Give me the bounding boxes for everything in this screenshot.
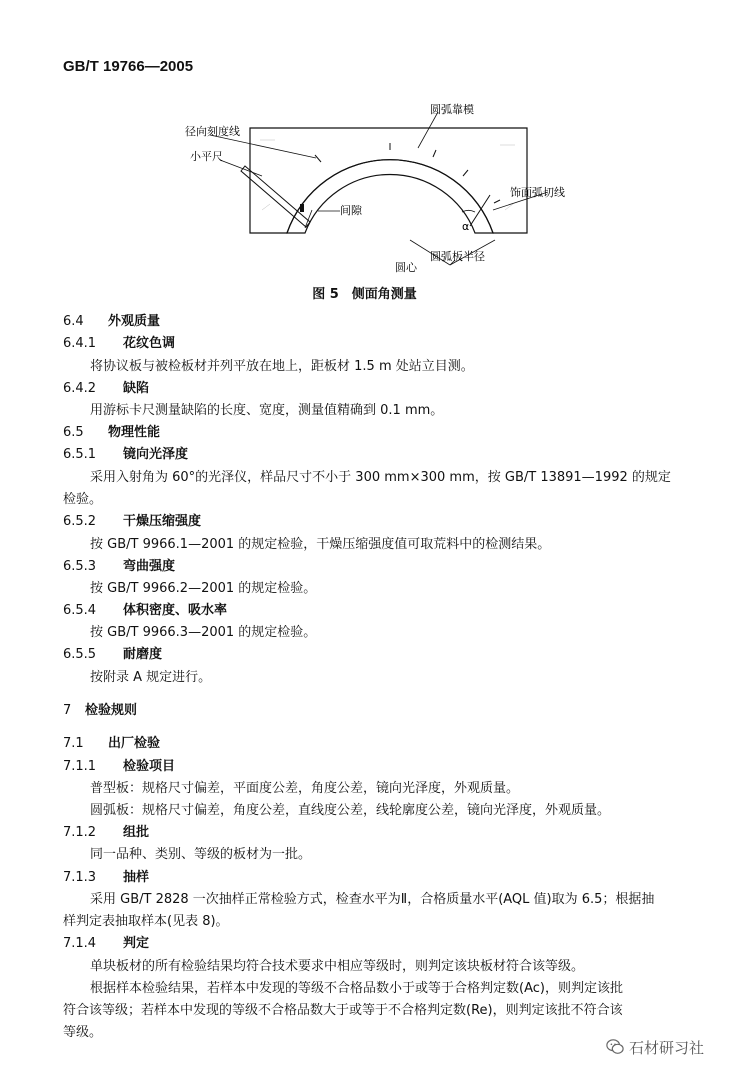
heading-7: 7 检验规则: [63, 703, 138, 718]
text-7-1-3-line1: 采用 GB/T 2828 一次抽样正常检验方式，检查水平为Ⅱ，合格质量水平(AQL 值)取为 6.5；根据抽: [90, 892, 655, 907]
heading-7-1-4: 7.1.4 判定: [63, 936, 150, 951]
text-7-1-1-line2: 圆弧板：规格尺寸偏差，角度公差，直线度公差，线轮廓度公差，镜向光泽度，外观质量。: [90, 803, 611, 818]
wechat-icon: [606, 1038, 624, 1056]
heading-6-5-5: 6.5.5 耐磨度: [63, 647, 163, 662]
label-alpha: α: [462, 220, 470, 233]
heading-7-1-2: 7.1.2 组批: [63, 825, 150, 840]
small-ruler-shape: [241, 166, 310, 227]
text-7-1-1-line1: 普型板：规格尺寸偏差，平面度公差，角度公差，镜向光泽度，外观质量。: [90, 781, 520, 796]
label-tangent: 饰面弧切线: [510, 186, 565, 199]
text-6-4-1: 将协议板与被检板材并列平放在地上，距板材 1.5 m 处站立目测。: [90, 359, 474, 374]
heading-6-5: 6.5 物理性能: [63, 425, 161, 440]
heading-6-4-2: 6.4.2 缺陷: [63, 381, 150, 396]
text-6-5-5: 按附录 A 规定进行。: [90, 670, 212, 685]
label-small-ruler: 小平尺: [190, 150, 223, 163]
text-7-1-4-line2: 根据样本检验结果，若样本中发现的等级不合格品数小于或等于合格判定数(Ac)，则判定该批: [90, 981, 623, 996]
text-6-4-2: 用游标卡尺测量缺陷的长度、宽度，测量值精确到 0.1 mm。: [90, 403, 444, 418]
watermark: [606, 1037, 704, 1058]
heading-7-1-1: 7.1.1 检验项目: [63, 759, 176, 774]
heading-6-5-2: 6.5.2 干燥压缩强度: [63, 514, 202, 529]
label-center: 圆心: [395, 261, 417, 274]
text-7-1-4-line3: 符合该等级；若样本中发现的等级不合格品数大于或等于不合格判定数(Re)，则判定该批不符合该: [63, 1003, 623, 1018]
tangent-line: [470, 195, 490, 226]
label-radial-tick: 径向刻度线: [185, 125, 240, 138]
label-gap: 间隙: [340, 204, 362, 217]
arc-template-shape: [250, 128, 527, 233]
heading-6-4: 6.4 外观质量: [63, 314, 161, 329]
figure-caption: 图 5 侧面角测量: [312, 287, 417, 302]
label-radius: 圆弧板半径: [430, 250, 485, 263]
side-angle-diagram: [150, 100, 570, 275]
heading-7-1: 7.1 出厂检验: [63, 736, 161, 751]
side-angle-figure: [150, 100, 570, 275]
heading-6-4-1: 6.4.1 花纹色调: [63, 336, 176, 351]
watermark-text: 石材研习社: [628, 1039, 704, 1057]
ruler-contact-mark: [300, 204, 304, 212]
standard-number: GB/T 19766—2005: [63, 58, 194, 75]
text-7-1-4-line4: 等级。: [63, 1025, 103, 1040]
text-7-1-4-line1: 单块板材的所有检验结果均符合技术要求中相应等级时，则判定该块板材符合该等级。: [90, 959, 585, 974]
heading-6-5-3: 6.5.3 弯曲强度: [63, 559, 176, 574]
text-6-5-3: 按 GB/T 9966.2—2001 的规定检验。: [90, 581, 317, 596]
text-6-5-2: 按 GB/T 9966.1—2001 的规定检验，干燥压缩强度值可取荒料中的检测结果。: [90, 537, 551, 552]
heading-6-5-1: 6.5.1 镜向光泽度: [63, 447, 189, 462]
label-arc-template: 圆弧靠模: [430, 103, 474, 116]
heading-6-5-4: 6.5.4 体积密度、吸水率: [63, 603, 228, 618]
text-6-5-1-line1: 采用入射角为 60°的光泽仪，样品尺寸不小于 300 mm×300 mm，按 GB/T 13891—1992 的规定: [90, 470, 671, 485]
text-6-5-4: 按 GB/T 9966.3—2001 的规定检验。: [90, 625, 317, 640]
text-6-5-1-line2: 检验。: [63, 492, 103, 507]
text-7-1-3-line2: 样判定表抽取样本(见表 8)。: [63, 914, 229, 929]
heading-7-1-3: 7.1.3 抽样: [63, 870, 150, 885]
text-7-1-2: 同一品种、类别、等级的板材为一批。: [90, 847, 312, 862]
